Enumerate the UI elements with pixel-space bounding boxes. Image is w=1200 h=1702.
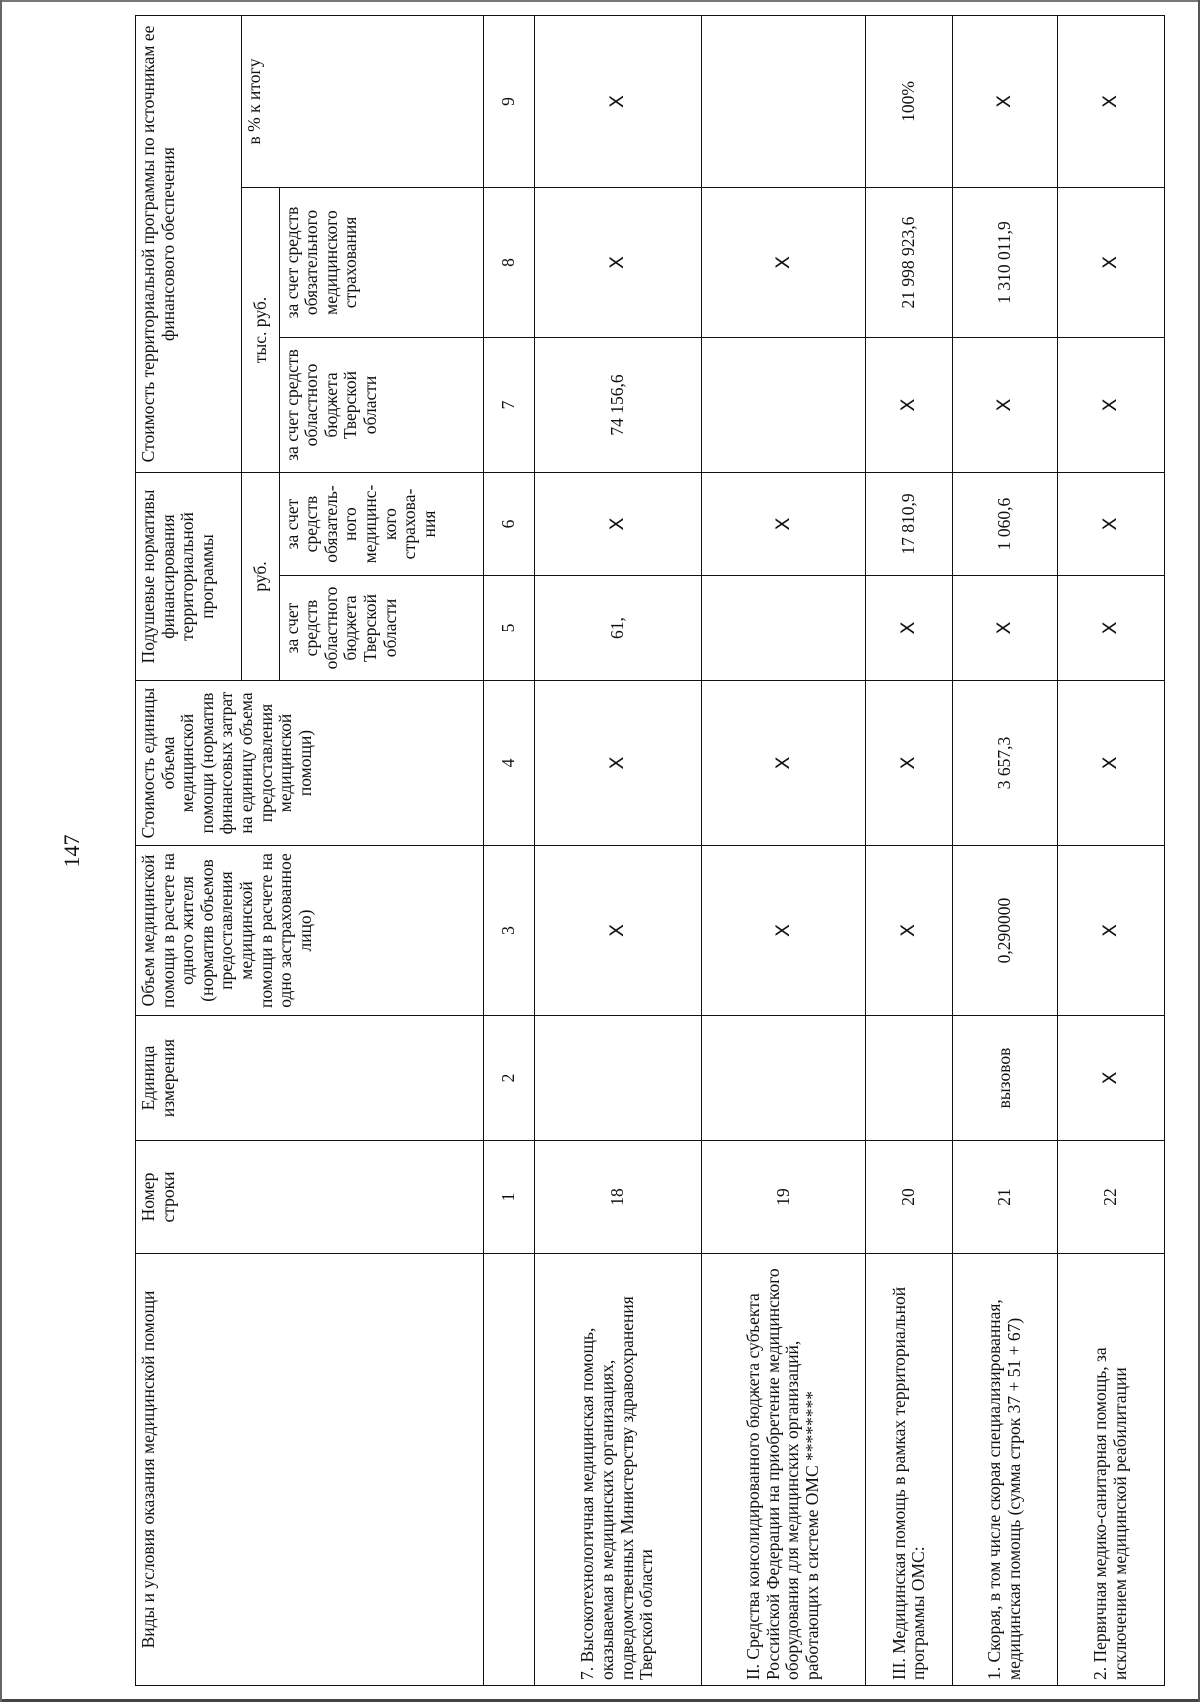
column-number: 6	[483, 473, 534, 576]
row-percent: X	[953, 15, 1058, 187]
header-program-cost: Стоимость территориальной программы по источникам ее финансового обеспечения	[136, 15, 242, 472]
row-percent: 100%	[866, 15, 953, 187]
header-per-capita-regional: за счет средств областного бюджета Тверской области	[279, 576, 483, 681]
column-number: 3	[483, 846, 534, 1016]
table-row	[953, 15, 1058, 1685]
rotated-sheet	[135, 16, 1165, 1686]
row-cost-oms: 1 310 011,9	[953, 188, 1058, 338]
row-per-capita-regional: X	[866, 576, 953, 681]
row-label: 7. Высокотехнологичная медицинская помощь, оказываемая в медицинских организациях, подведомственных Министерству здравоохранения Тверской области	[534, 1254, 701, 1686]
column-number: 5	[483, 576, 534, 681]
scan-edge-top	[0, 0, 1200, 2]
header-program-cost-unit: тыс. руб.	[242, 188, 279, 473]
header-per-capita-unit: руб.	[242, 473, 279, 681]
header-volume: Объем медицинской помощи в расчете на одного жителя (норматив объемов предоставления медицинской помощи в расчете на одно застрахованное лицо)	[136, 846, 484, 1016]
row-unit-cost: X	[701, 681, 865, 846]
header-cost-percent: в % к итогу	[242, 15, 483, 187]
column-number: 9	[483, 15, 534, 187]
row-percent: X	[1057, 15, 1164, 187]
row-unit: X	[1057, 1016, 1164, 1141]
row-line-number: 21	[953, 1141, 1058, 1254]
column-number: 1	[483, 1141, 534, 1254]
row-unit-cost: X	[1057, 681, 1164, 846]
row-percent	[701, 15, 865, 187]
row-volume: X	[866, 846, 953, 1016]
row-line-number: 19	[701, 1141, 865, 1254]
header-types: Виды и условия оказания медицинской помощи	[136, 1254, 484, 1686]
row-percent: X	[534, 15, 701, 187]
row-per-capita-oms: 17 810,9	[866, 473, 953, 576]
row-unit: вызовов	[953, 1016, 1058, 1141]
row-cost-regional: 74 156,6	[534, 338, 701, 473]
row-per-capita-regional: X	[953, 576, 1058, 681]
row-cost-oms: X	[534, 188, 701, 338]
header-per-capita-oms: за счет средств обязатель-ного медицинс-кого страхова-ния	[279, 473, 483, 576]
row-label: 2. Первичная медико-санитарная помощь, за исключением медицинской реабилитации	[1057, 1254, 1164, 1686]
row-unit	[534, 1016, 701, 1141]
row-per-capita-oms: X	[701, 473, 865, 576]
row-cost-oms: X	[1057, 188, 1164, 338]
table-row	[701, 15, 865, 1685]
row-cost-oms: X	[701, 188, 865, 338]
row-line-number: 22	[1057, 1141, 1164, 1254]
row-per-capita-regional: X	[1057, 576, 1164, 681]
header-unit: Единица измерения	[136, 1016, 484, 1141]
row-per-capita-oms: X	[1057, 473, 1164, 576]
row-unit-cost: X	[866, 681, 953, 846]
column-number-row	[483, 15, 534, 1685]
row-cost-oms: 21 998 923,6	[866, 188, 953, 338]
row-cost-regional: X	[1057, 338, 1164, 473]
header-row-number: Номер строки	[136, 1141, 484, 1254]
row-per-capita-oms: X	[534, 473, 701, 576]
financing-table	[135, 15, 1165, 1686]
row-cost-regional: X	[953, 338, 1058, 473]
scan-edge-left	[0, 0, 2, 1702]
row-label: 1. Скорая, в том числе скорая специализированная, медицинская помощь (сумма строк 37 + 51 + 67)	[953, 1254, 1058, 1686]
row-line-number: 18	[534, 1141, 701, 1254]
row-unit	[701, 1016, 865, 1141]
header-cost-oms: за счет средств обязательного медицинского страхования	[279, 188, 483, 338]
row-line-number: 20	[866, 1141, 953, 1254]
header-cost-regional: за счет средств областного бюджета Тверской области	[279, 338, 483, 473]
page-number: 147	[59, 834, 84, 868]
table-row	[1057, 15, 1164, 1685]
row-per-capita-oms: 1 060,6	[953, 473, 1058, 576]
header-unit-cost: Стоимость единицы объема медицинской помощи (норматив финансовых затрат на единицу объема предоставления медицинской помощи)	[136, 681, 484, 846]
column-number: 7	[483, 338, 534, 473]
row-unit-cost: 3 657,3	[953, 681, 1058, 846]
column-number: 2	[483, 1016, 534, 1141]
row-cost-regional: X	[866, 338, 953, 473]
row-unit-cost: X	[534, 681, 701, 846]
header-per-capita: Подушевые нормативы финансирования территориальной программы	[136, 473, 242, 681]
row-volume: X	[1057, 846, 1164, 1016]
row-volume: X	[534, 846, 701, 1016]
column-number: 4	[483, 681, 534, 846]
row-per-capita-regional: 61,	[534, 576, 701, 681]
table-row	[866, 15, 953, 1685]
row-cost-regional	[701, 338, 865, 473]
column-number: 8	[483, 188, 534, 338]
row-label: III. Медицинская помощь в рамках территориальной программы ОМС:	[866, 1254, 953, 1686]
row-label: II. Средства консолидированного бюджета субъекта Российской Федерации на приобретение медицинского оборудования для медицинских организаций, работающих в системе ОМС ********	[701, 1254, 865, 1686]
column-number	[483, 1254, 534, 1686]
row-unit	[866, 1016, 953, 1141]
table-row	[534, 15, 701, 1685]
row-volume: X	[701, 846, 865, 1016]
row-per-capita-regional	[701, 576, 865, 681]
row-volume: 0,290000	[953, 846, 1058, 1016]
